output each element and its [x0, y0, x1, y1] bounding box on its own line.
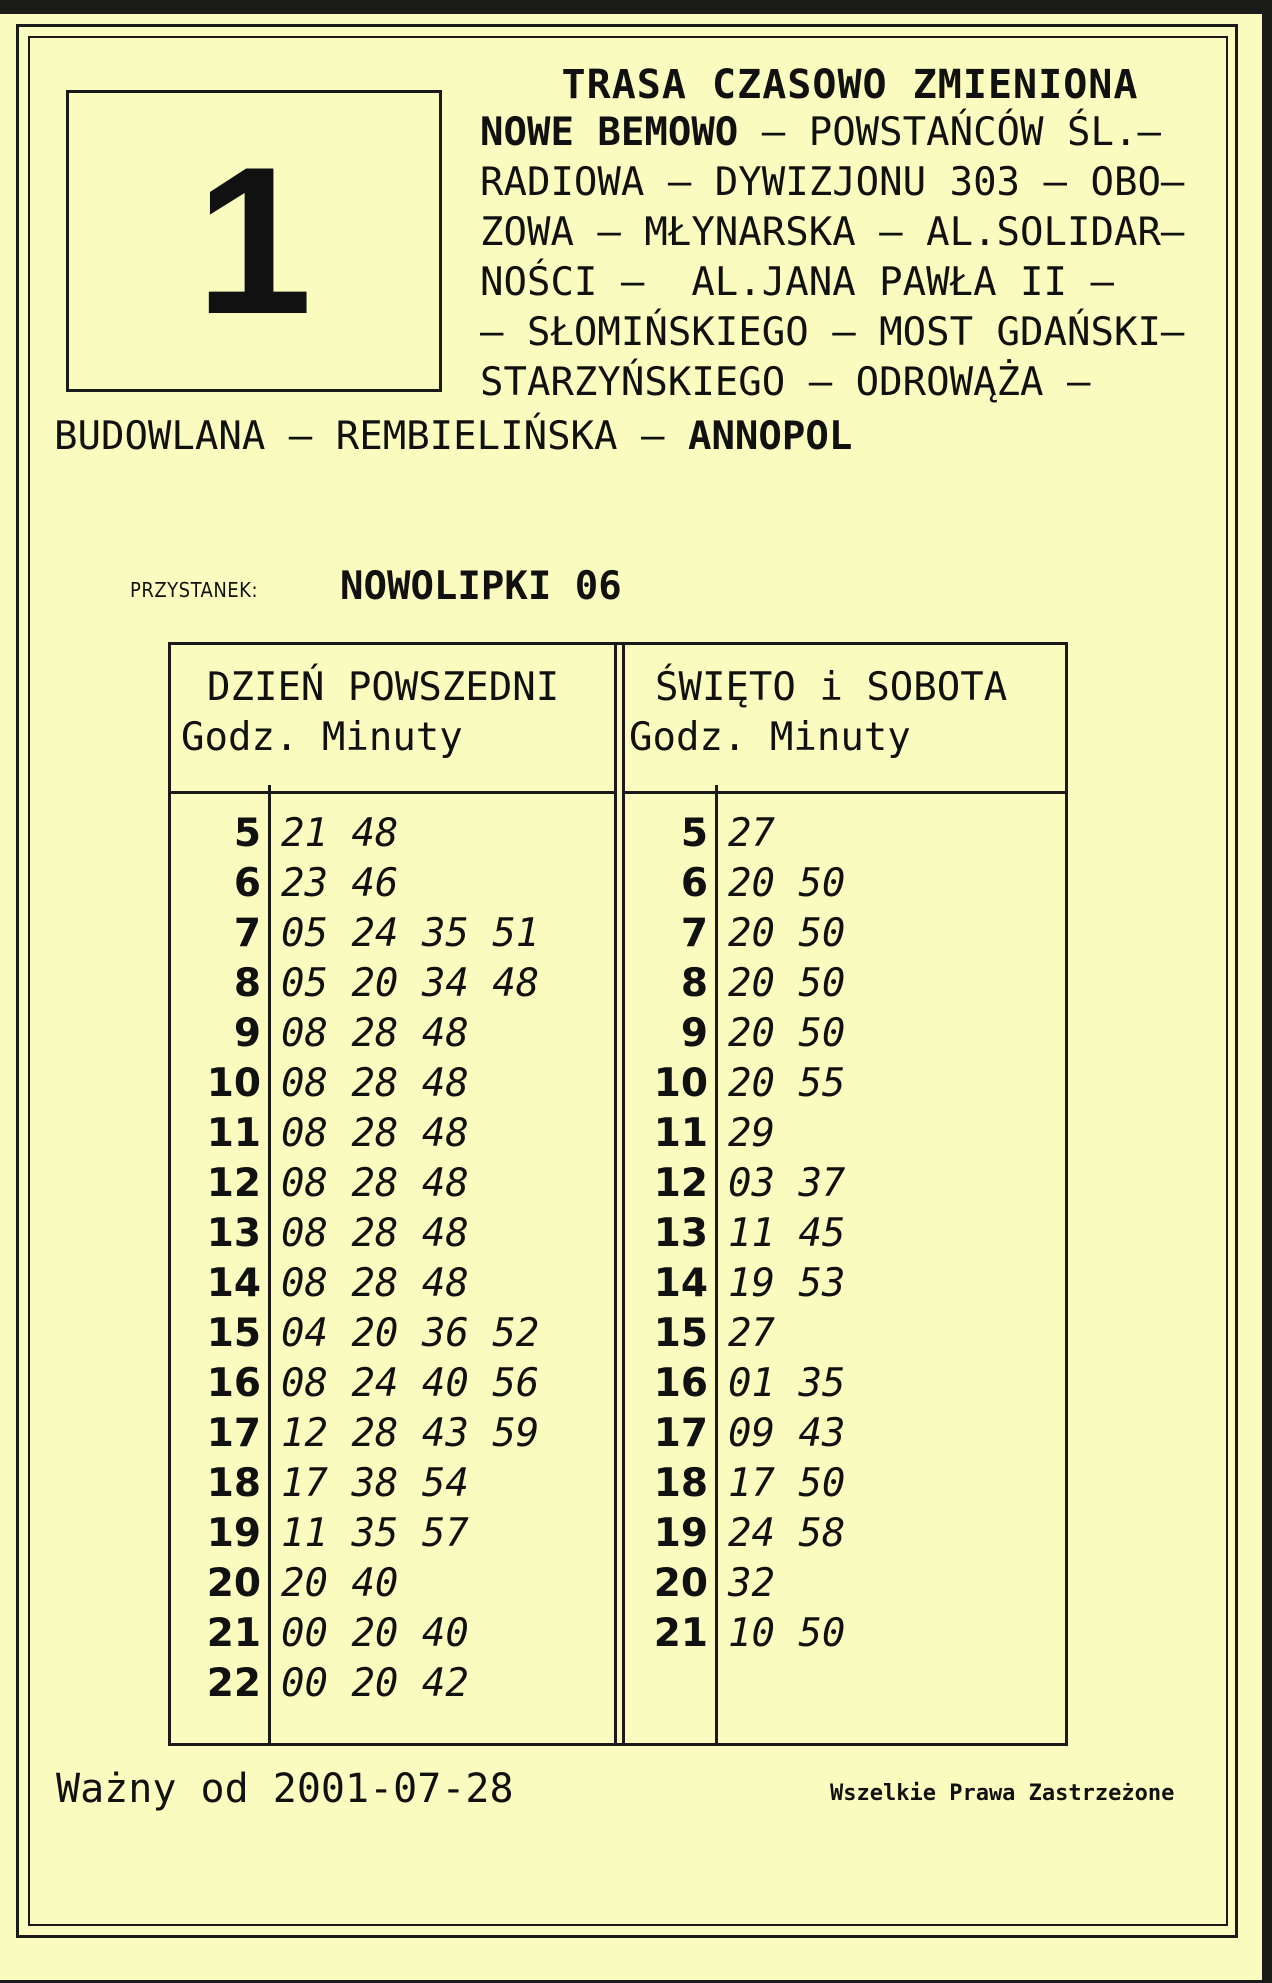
weekday-title: DZIEŃ POWSZEDNI	[207, 665, 560, 710]
hour-cell: 19	[206, 1511, 261, 1556]
minutes-cell: 11 35 57	[281, 1511, 469, 1556]
route-terminus: ANNOPOL	[687, 414, 853, 459]
hour-cell: 7	[233, 911, 261, 956]
minutes-cell: 21 48	[281, 811, 399, 856]
route-line	[480, 258, 1114, 308]
minutes-cell: 09 43	[728, 1411, 846, 1456]
minutes-cell: 20 50	[728, 961, 846, 1006]
hour-cell: 11	[206, 1111, 261, 1156]
weekday-col-header: Godz. Minuty	[181, 715, 463, 760]
minutes-cell: 01 35	[728, 1361, 846, 1406]
hour-cell: 15	[206, 1311, 261, 1356]
hour-divider-holiday	[715, 785, 718, 1743]
hour-cell: 5	[680, 811, 708, 856]
line-number-box	[66, 90, 442, 392]
hour-cell: 21	[653, 1611, 708, 1656]
hour-cell: 8	[233, 961, 261, 1006]
hour-cell: 7	[680, 911, 708, 956]
hour-cell: 15	[653, 1311, 708, 1356]
hour-cell: 18	[653, 1461, 708, 1506]
hour-cell: 14	[206, 1261, 261, 1306]
route-streets: STARZYŃSKIEGO – ODROWĄŻA –	[480, 360, 1091, 405]
hour-cell: 12	[653, 1161, 708, 1206]
minutes-cell: 08 28 48	[281, 1011, 469, 1056]
minutes-cell: 20 50	[728, 861, 846, 906]
hour-divider-weekday	[268, 785, 271, 1743]
minutes-cell: 00 20 40	[281, 1611, 469, 1656]
route-streets: – SŁOMIŃSKIEGO – MOST GDAŃSKI–	[480, 310, 1185, 355]
stop-label: PRZYSTANEK:	[130, 578, 259, 602]
hour-cell: 9	[680, 1011, 708, 1056]
hour-cell: 13	[653, 1211, 708, 1256]
minutes-cell: 24 58	[728, 1511, 846, 1556]
hour-cell: 12	[206, 1161, 261, 1206]
hour-cell: 6	[233, 861, 261, 906]
route-line	[480, 208, 1184, 258]
hour-cell: 16	[206, 1361, 261, 1406]
route-line	[54, 412, 852, 462]
route-change-notice: TRASA CZASOWO ZMIENIONA	[561, 62, 1139, 108]
hour-cell: 13	[206, 1211, 261, 1256]
route-streets: NOŚCI – AL.JANA PAWŁA II –	[480, 260, 1114, 305]
route-streets: – POWSTAŃCÓW ŚL.–	[738, 110, 1161, 155]
hour-cell: 11	[653, 1111, 708, 1156]
minutes-cell: 23 46	[281, 861, 399, 906]
minutes-cell: 20 50	[728, 911, 846, 956]
route-line	[480, 158, 1184, 208]
hour-cell: 18	[206, 1461, 261, 1506]
minutes-cell: 04 20 36 52	[281, 1311, 540, 1356]
route-streets: RADIOWA – DYWIZJONU 303 – OBO–	[480, 160, 1185, 205]
rights-notice: Wszelkie Prawa Zastrzeżone	[830, 1781, 1175, 1806]
timetable	[168, 642, 1068, 1746]
hour-cell: 21	[206, 1611, 261, 1656]
hour-cell: 10	[206, 1061, 261, 1106]
route-line	[480, 108, 1161, 158]
minutes-cell: 32	[728, 1561, 775, 1606]
route-line	[480, 358, 1090, 408]
route-line	[480, 308, 1184, 358]
route-streets: BUDOWLANA – REMBIELIŃSKA –	[54, 414, 688, 459]
header-rule-holiday	[625, 791, 1065, 794]
hour-cell: 17	[653, 1411, 708, 1456]
minutes-cell: 29	[728, 1111, 775, 1156]
minutes-cell: 20 55	[728, 1061, 846, 1106]
column-divider-left	[614, 645, 617, 1743]
minutes-cell: 20 40	[281, 1561, 399, 1606]
route-streets: ZOWA – MŁYNARSKA – AL.SOLIDAR–	[480, 210, 1185, 255]
holiday-col-header: Godz. Minuty	[629, 715, 911, 760]
hour-cell: 20	[206, 1561, 261, 1606]
minutes-cell: 27	[728, 811, 775, 856]
minutes-cell: 08 28 48	[281, 1161, 469, 1206]
minutes-cell: 05 20 34 48	[281, 961, 540, 1006]
hour-cell: 9	[233, 1011, 261, 1056]
hour-cell: 19	[653, 1511, 708, 1556]
minutes-cell: 03 37	[728, 1161, 846, 1206]
minutes-cell: 17 50	[728, 1461, 846, 1506]
hour-cell: 22	[206, 1661, 261, 1706]
minutes-cell: 08 28 48	[281, 1111, 469, 1156]
minutes-cell: 08 28 48	[281, 1261, 469, 1306]
hour-cell: 6	[680, 861, 708, 906]
minutes-cell: 27	[728, 1311, 775, 1356]
header-rule-weekday	[171, 791, 614, 794]
minutes-cell: 10 50	[728, 1611, 846, 1656]
hour-cell: 17	[206, 1411, 261, 1456]
minutes-cell: 08 28 48	[281, 1211, 469, 1256]
hour-cell: 14	[653, 1261, 708, 1306]
minutes-cell: 19 53	[728, 1261, 846, 1306]
hour-cell: 8	[680, 961, 708, 1006]
minutes-cell: 08 28 48	[281, 1061, 469, 1106]
minutes-cell: 08 24 40 56	[281, 1361, 540, 1406]
minutes-cell: 12 28 43 59	[281, 1411, 540, 1456]
minutes-cell: 20 50	[728, 1011, 846, 1056]
hour-cell: 5	[233, 811, 261, 856]
holiday-title: ŚWIĘTO i SOBOTA	[655, 665, 1008, 710]
minutes-cell: 17 38 54	[281, 1461, 469, 1506]
minutes-cell: 00 20 42	[281, 1661, 469, 1706]
hour-cell: 20	[653, 1561, 708, 1606]
route-terminus: NOWE BEMOWO	[480, 110, 739, 155]
hour-cell: 16	[653, 1361, 708, 1406]
valid-from: Ważny od 2001-07-28	[56, 1766, 514, 1812]
minutes-cell: 11 45	[728, 1211, 846, 1256]
line-number: 1	[195, 123, 313, 358]
hour-cell: 10	[653, 1061, 708, 1106]
minutes-cell: 05 24 35 51	[281, 911, 540, 956]
stop-name: NOWOLIPKI 06	[340, 564, 622, 609]
